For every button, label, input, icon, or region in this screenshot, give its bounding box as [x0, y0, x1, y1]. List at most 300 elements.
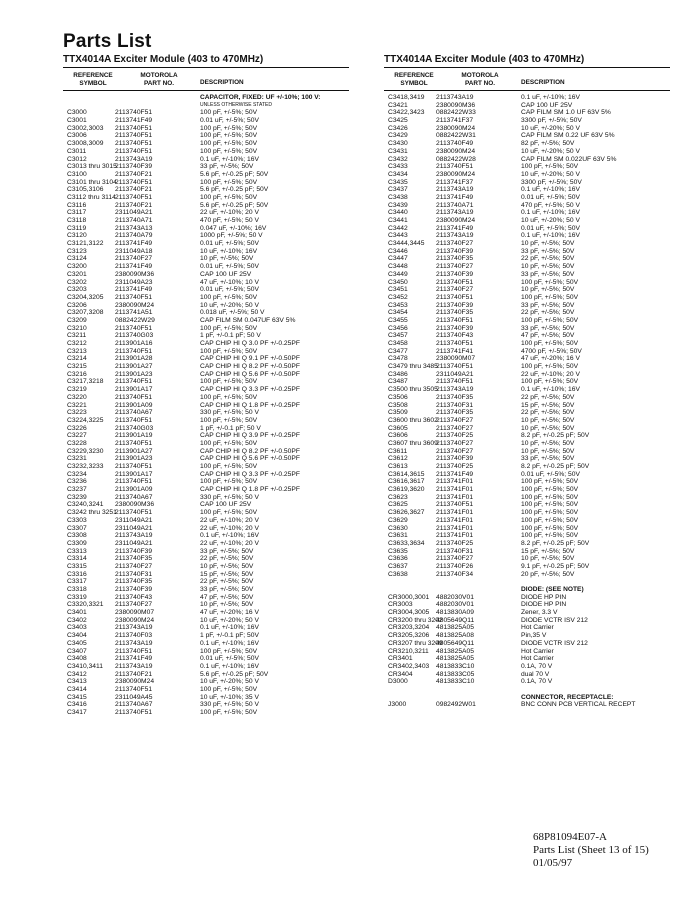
part-number: 2113740F35	[436, 255, 474, 263]
table-row	[384, 94, 670, 102]
table-row	[63, 525, 349, 533]
part-description: CAP CHIP HI Q 3.3 PF +/-0.25PF	[200, 470, 300, 478]
part-number: 0882422W33	[436, 109, 476, 117]
table-row	[63, 548, 349, 556]
table-row	[384, 271, 670, 279]
part-description: 10 uF, +/-20%; 50 V	[521, 147, 580, 155]
part-description: CAP 100 UF 25V	[200, 501, 252, 509]
table-row	[63, 386, 349, 394]
part-description: 100 pF, +/-5%; 50V	[200, 178, 258, 186]
ref-symbol-header: REFERENCE SYMBOL	[394, 72, 434, 87]
table-row	[63, 332, 349, 340]
part-number: 2113740G03	[115, 424, 154, 432]
part-number: 2113741F01	[436, 524, 474, 532]
reference-symbol: C3231	[67, 455, 87, 463]
table-row	[384, 678, 670, 686]
part-number: 4813833C05	[436, 670, 475, 678]
reference-symbol: C3207,3208	[67, 309, 104, 317]
table-row	[63, 271, 349, 279]
part-description: 10 pF, +/-5%; 50V	[521, 263, 575, 271]
part-description: 100 pF, +/-5%; 50V	[521, 493, 579, 501]
reference-symbol: C3211	[67, 332, 87, 340]
reference-symbol: C3453	[388, 301, 408, 309]
part-description: 100 pF, +/-5%; 50V	[200, 393, 258, 401]
table-row	[63, 286, 349, 294]
part-description: DIODE HP PIN	[521, 593, 567, 601]
part-number: 2380090M36	[115, 270, 155, 278]
table-row	[384, 671, 670, 679]
part-description: 0.1 uF, +/-10%; 16V	[521, 94, 580, 101]
table-row	[63, 394, 349, 402]
reference-symbol: C3437	[388, 186, 408, 194]
table-row	[63, 655, 349, 663]
part-number: 2113740F25	[436, 463, 474, 470]
part-number: 2380090M24	[436, 217, 476, 224]
table-row	[384, 463, 670, 471]
part-description: 0.01 uF, +/-5%; 50V	[200, 655, 259, 663]
table-row	[384, 440, 670, 448]
part-description: 1 pF, +/-0.1 pF; 50 V	[200, 332, 261, 340]
part-number: 2113740F21	[115, 201, 153, 209]
part-number: 2113741F01	[436, 478, 474, 486]
part-number: 2113740F25	[436, 539, 474, 547]
reference-symbol: C3112 thru 3114	[67, 193, 116, 201]
part-number: 2113740A79	[115, 232, 153, 240]
reference-symbol: C3440	[388, 209, 408, 217]
reference-symbol: C3006	[67, 132, 87, 140]
part-description: CAP CHIP HI Q 9.1 PF +/-0.50PF	[200, 355, 300, 363]
reference-symbol: C3605	[388, 424, 408, 432]
part-description: 3300 pF, +/-5%; 50V	[521, 178, 582, 186]
category-note	[63, 102, 349, 110]
part-number: 4813825A05	[436, 624, 474, 632]
reference-symbol: C3100	[67, 170, 87, 178]
part-number: 2113740F27	[115, 562, 153, 570]
part-number: 2113741F49	[115, 117, 153, 125]
part-description: 100 pF, +/-5%; 50V	[521, 509, 579, 517]
reference-symbol: C3433	[388, 163, 408, 171]
reference-symbol: C3117	[67, 209, 87, 217]
table-row	[384, 125, 670, 133]
reference-symbol: C3105,3106	[67, 186, 104, 194]
part-description: 22 uF, +/-10%; 20 V	[200, 539, 259, 547]
part-description: 100 pF, +/-5%; 50V	[200, 478, 258, 486]
part-description: 5.6 pF, +/-0.25 pF; 50V	[200, 170, 269, 178]
table-row	[63, 325, 349, 333]
reference-symbol: C3232,3233	[67, 463, 104, 470]
part-number: 2113740F51	[115, 193, 153, 201]
part-number: 2113740F51	[115, 140, 153, 148]
part-description: 100 pF, +/-5%; 50V	[200, 439, 258, 447]
part-description: 22 uF, +/-10%; 20 V	[200, 209, 259, 217]
part-number: 2113741F37	[436, 117, 474, 125]
table-row	[384, 394, 670, 402]
reference-symbol: C3240,3241	[67, 501, 104, 509]
part-number: 2113741F41	[436, 347, 474, 355]
part-description: 100 pF, +/-5%; 50V	[200, 347, 258, 355]
table-row	[384, 102, 670, 110]
table-row	[384, 594, 670, 602]
part-number: 2113740F51	[115, 685, 153, 693]
row-spacer	[384, 578, 670, 586]
part-description: 0.1 uF, +/-10%; 16V	[521, 232, 580, 240]
table-row	[384, 386, 670, 394]
table-row	[63, 432, 349, 440]
reference-symbol: C3478	[388, 355, 408, 363]
table-row	[63, 617, 349, 625]
reference-symbol: C3200	[67, 263, 87, 271]
reference-symbol: C3309	[67, 539, 87, 547]
table-row	[384, 624, 670, 632]
reference-symbol: C3236	[67, 478, 87, 486]
part-number: 2113743A19	[436, 94, 474, 101]
part-description: 100 pF, +/-5%; 50V	[521, 163, 579, 171]
table-row	[384, 348, 670, 356]
part-number: 2380090M07	[436, 355, 476, 363]
part-number: 0882422W29	[115, 316, 155, 324]
reference-symbol: C3457	[388, 332, 408, 340]
table-row	[384, 240, 670, 248]
reference-symbol: C3506	[388, 393, 408, 401]
part-description: Zener, 3.3 V	[521, 609, 558, 617]
part-description: 10 pF, +/-5%; 50V	[521, 286, 575, 294]
part-number: 2113740F39	[436, 301, 474, 309]
table-row	[384, 294, 670, 302]
part-number: 2380090M24	[115, 301, 155, 309]
table-row	[384, 325, 670, 333]
table-row	[63, 555, 349, 563]
reference-symbol: C3224,3225	[67, 416, 104, 424]
part-description: 100 pF, +/-5%; 50V	[200, 132, 258, 140]
part-description: 10 uF, +/-20%; 50 V	[521, 217, 580, 224]
part-number: 4813833C10	[436, 678, 475, 686]
part-number: 2113740F39	[115, 586, 153, 593]
part-number: 2311049A21	[115, 209, 153, 217]
part-number: 2113740F51	[436, 293, 474, 301]
reference-symbol: C3421	[388, 101, 408, 109]
reference-symbol: C3228	[67, 439, 87, 447]
part-number: 2380090M24	[115, 616, 155, 624]
reference-symbol: C3405	[67, 639, 87, 647]
part-description: 470 pF, +/-5%; 50 V	[200, 217, 259, 224]
part-number: 2113743A19	[115, 662, 153, 670]
reference-symbol: C3426	[388, 124, 408, 132]
part-number: 4813833C10	[436, 662, 475, 670]
part-number: 2311049A21	[115, 524, 153, 532]
table-row	[63, 202, 349, 210]
table-row	[63, 632, 349, 640]
table-row	[384, 501, 670, 509]
reference-symbol: C3242 thru 3251	[67, 509, 117, 517]
table-row	[384, 455, 670, 463]
reference-symbol: C3636	[388, 555, 408, 563]
table-row	[384, 109, 670, 117]
part-description: 100 pF, +/-5%; 50V	[200, 709, 258, 716]
reference-symbol: C3448	[388, 263, 408, 271]
part-number: 2113741F01	[436, 493, 474, 501]
part-number: 2113740F34	[436, 570, 474, 578]
table-header	[384, 68, 670, 90]
part-description: 22 pF, +/-5%; 50V	[521, 255, 575, 263]
ref-symbol-header: REFERENCE SYMBOL	[73, 72, 113, 87]
reference-symbol: C3308	[67, 532, 87, 540]
part-description: 10 pF, +/-5%; 50V	[521, 555, 575, 563]
reference-symbol: C3625	[388, 501, 408, 509]
reference-symbol: C3213	[67, 347, 87, 355]
table-row	[384, 609, 670, 617]
part-number: 2113901A27	[115, 363, 153, 371]
part-no-header: MOTOROLA PART NO.	[461, 72, 499, 87]
reference-symbol: C3633,3634	[388, 539, 425, 547]
description-header: DESCRIPTION	[200, 79, 244, 86]
part-description: 22 uF, +/-10%; 20 V	[200, 524, 259, 532]
part-number: 2113740F51	[436, 501, 474, 509]
part-number: 2113740F49	[436, 140, 474, 148]
table-row	[63, 663, 349, 671]
table-row	[384, 140, 670, 148]
table-row	[63, 478, 349, 486]
part-description: DIODE VCTR ISV 212	[521, 639, 588, 647]
part-number: 2113740F43	[436, 332, 474, 340]
table-row	[384, 478, 670, 486]
table-row	[384, 340, 670, 348]
part-description: 100 pF, +/-5%; 50V	[200, 147, 258, 155]
page-footer	[533, 831, 649, 870]
part-description: 100 pF, +/-5%; 50V	[521, 378, 579, 386]
part-number: 2113740F51	[115, 509, 153, 517]
part-number: 2380090M24	[436, 170, 476, 178]
table-row	[384, 471, 670, 479]
table-row	[63, 179, 349, 187]
reference-symbol: C3443	[388, 232, 408, 240]
part-description: 100 pF, +/-5%; 50V	[521, 501, 579, 509]
table-row	[63, 363, 349, 371]
table-row	[384, 432, 670, 440]
part-description: CAP CHIP HI Q 3.3 PF +/-0.25PF	[200, 386, 300, 394]
part-description: 10 uF, +/-10%; 35 V	[200, 693, 259, 701]
table-row	[63, 609, 349, 617]
part-number: 2113740F21	[115, 186, 153, 194]
part-number: 2113740F43	[115, 593, 153, 601]
part-description: 0.01 uF, +/-5%; 50V	[200, 286, 259, 294]
reference-symbol: C3455	[388, 316, 408, 324]
part-number: 2113740F51	[436, 363, 474, 371]
table-row	[63, 355, 349, 363]
part-description: DIODE: (SEE NOTE)	[521, 586, 584, 593]
reference-symbol: C3204,3205	[67, 293, 104, 301]
reference-symbol: CR3404	[388, 670, 413, 678]
reference-symbol: C3454	[388, 309, 408, 317]
part-description: 330 pF, +/-5%; 50 V	[200, 409, 259, 417]
table-row	[63, 455, 349, 463]
part-number: 2113740F27	[436, 240, 474, 248]
reference-symbol: C3429	[388, 132, 408, 140]
reference-symbol: C3638	[388, 570, 408, 578]
part-number: 2113740F51	[436, 316, 474, 324]
part-description: 10 pF, +/-5%; 50V	[521, 447, 575, 455]
reference-symbol: CR3203,3204	[388, 624, 430, 632]
part-number: 2113740F51	[436, 163, 474, 171]
part-number: 2113740F27	[436, 263, 474, 271]
table-row	[384, 363, 670, 371]
part-description: 100 pF, +/-5%; 50V	[200, 109, 258, 117]
part-number: 4813825A05	[436, 647, 474, 655]
part-description: 100 pF, +/-5%; 50V	[521, 278, 579, 286]
part-number: 2113740F35	[436, 309, 474, 317]
part-number: 4882030V01	[436, 593, 474, 601]
table-header	[63, 68, 349, 90]
part-description: 1000 pF, +/-5%; 50 V	[200, 232, 263, 240]
reference-symbol: C3202	[67, 278, 87, 286]
reference-symbol: C3413	[67, 678, 87, 686]
part-description: 10 uF, +/-20%; 50 V	[521, 124, 580, 132]
table-row	[63, 294, 349, 302]
part-number: 4813825A08	[436, 632, 474, 640]
part-description: CAP 100 UF 25V	[200, 270, 252, 278]
part-number: 2113740F27	[436, 286, 474, 294]
part-description: CAP CHIP HI Q 8.2 PF +/-0.50PF	[200, 447, 300, 455]
part-number: 4805649Q11	[436, 616, 475, 624]
reference-symbol: CR3401	[388, 655, 413, 663]
part-number: 2113740F27	[436, 555, 474, 563]
part-description: 33 pF, +/-5%; 50V	[200, 586, 254, 593]
reference-symbol: C3509	[388, 409, 408, 417]
reference-symbol: C3479 thru 3485	[388, 363, 438, 371]
part-description: 22 pF, +/-5%; 50V	[521, 393, 575, 401]
part-number: 2113740F35	[115, 578, 153, 586]
part-number: 2113901A16	[115, 340, 153, 347]
part-description: 10 pF, +/-5%; 50V	[521, 424, 575, 432]
part-description: 330 pF, +/-5%; 50 V	[200, 701, 259, 709]
part-number: 2113740F39	[436, 247, 474, 255]
table-row	[63, 509, 349, 517]
part-description: 10 pF, +/-5%; 50V	[521, 240, 575, 248]
table-row	[384, 532, 670, 540]
table-row	[384, 525, 670, 533]
part-number: 2380090M24	[115, 678, 155, 686]
part-number: 2113901A23	[115, 370, 153, 378]
reference-symbol: C3226	[67, 424, 87, 432]
part-description: CAP FILM SM 0.22 UF 63V 5%	[521, 132, 615, 140]
part-number: 2113740A67	[115, 493, 153, 501]
reference-symbol: CR3004,3005	[388, 609, 430, 617]
part-number: 2113740F31	[436, 547, 474, 555]
part-description: 10 uF, +/-10%; 16V	[200, 247, 258, 255]
category-heading	[384, 586, 670, 594]
part-number: 2113741F49	[115, 655, 153, 663]
part-description: Hot Carrier	[521, 624, 554, 632]
part-description: 4700 pF, +/-5%; 50V	[521, 347, 582, 355]
part-description: 100 pF, +/-5%; 50V	[521, 478, 579, 486]
table-row	[63, 217, 349, 225]
reference-symbol: C3637	[388, 562, 408, 570]
table-row	[384, 640, 670, 648]
part-number: 2113740F51	[115, 124, 153, 132]
part-description: 47 pF, +/-5%; 50V	[200, 593, 254, 601]
table-row	[63, 648, 349, 656]
part-description: 10 uF, +/-20%; 50 V	[521, 170, 580, 178]
reference-symbol: C3447	[388, 255, 408, 263]
part-number: 2113901A23	[115, 455, 153, 463]
part-description: CAP CHIP HI Q 8.2 PF +/-0.50PF	[200, 363, 300, 371]
part-no-header: MOTOROLA PART NO.	[140, 72, 178, 87]
reference-symbol: C3201	[67, 270, 87, 278]
table-row	[63, 240, 349, 248]
reference-symbol: C3315	[67, 562, 87, 570]
part-number: 0982492W01	[436, 701, 476, 709]
table-row	[63, 340, 349, 348]
table-row	[63, 255, 349, 263]
reference-symbol: C3118	[67, 217, 87, 224]
part-description: CONNECTOR, RECEPTACLE:	[521, 693, 614, 701]
part-description: 100 pF, +/-5%; 50V	[200, 140, 258, 148]
table-row	[63, 148, 349, 156]
table-row	[384, 148, 670, 156]
part-description: CAPACITOR, FIXED: UF +/-10%; 100 V:	[200, 94, 321, 101]
part-number: 2113901A09	[115, 401, 153, 409]
part-description: 100 pF, +/-5%; 50V	[200, 193, 258, 201]
part-number: 0882422W28	[436, 155, 476, 163]
reference-symbol: C3487	[388, 378, 408, 386]
reference-symbol: C3402	[67, 616, 87, 624]
table-row	[384, 225, 670, 233]
part-description: 0.01 uF, +/-5%; 50V	[521, 224, 580, 232]
part-description: 20 pF, +/-5%; 50V	[521, 570, 575, 578]
table-row	[384, 548, 670, 556]
part-number: 2113740G03	[115, 332, 154, 340]
table-row	[384, 179, 670, 187]
part-description: 10 pF, +/-5%; 50V	[200, 601, 254, 609]
table-row	[63, 194, 349, 202]
table-row	[384, 632, 670, 640]
part-number: 4805649Q11	[436, 639, 475, 647]
part-number: 2113743A19	[115, 624, 153, 632]
table-row	[63, 571, 349, 579]
reference-symbol: C3416	[67, 701, 87, 709]
table-row	[63, 440, 349, 448]
table-row	[63, 501, 349, 509]
reference-symbol: C3307	[67, 524, 87, 532]
table-row	[384, 402, 670, 410]
part-number: 2113740F27	[436, 424, 474, 432]
table-row	[63, 117, 349, 125]
table-row	[384, 263, 670, 271]
part-number: 2113740F51	[436, 340, 474, 347]
category-heading	[384, 694, 670, 702]
table-row	[63, 601, 349, 609]
part-description: 100 pF, +/-5%; 50V	[200, 416, 258, 424]
reference-symbol: CR3003	[388, 601, 413, 609]
part-number: 2113740F03	[115, 632, 153, 640]
part-number: 2113740F39	[115, 547, 153, 555]
table-row	[63, 471, 349, 479]
part-number: 2113740F51	[115, 324, 153, 332]
part-description: 33 pF, +/-5%; 50V	[521, 270, 575, 278]
reference-symbol: C3212	[67, 340, 87, 347]
part-number: 2113741A51	[115, 309, 153, 317]
part-description: 33 pF, +/-5%; 50V	[521, 455, 575, 463]
reference-symbol: C3220	[67, 393, 87, 401]
table-row	[63, 225, 349, 233]
part-number: 2113743A19	[115, 639, 153, 647]
table-row	[63, 279, 349, 287]
table-row	[384, 509, 670, 517]
part-number: 2311049A23	[115, 278, 153, 286]
part-description: 5.6 pF, +/-0.25 pF; 50V	[200, 201, 269, 209]
part-number: 2113740F51	[115, 416, 153, 424]
part-number: 2113740F27	[436, 439, 474, 447]
table-row	[63, 624, 349, 632]
